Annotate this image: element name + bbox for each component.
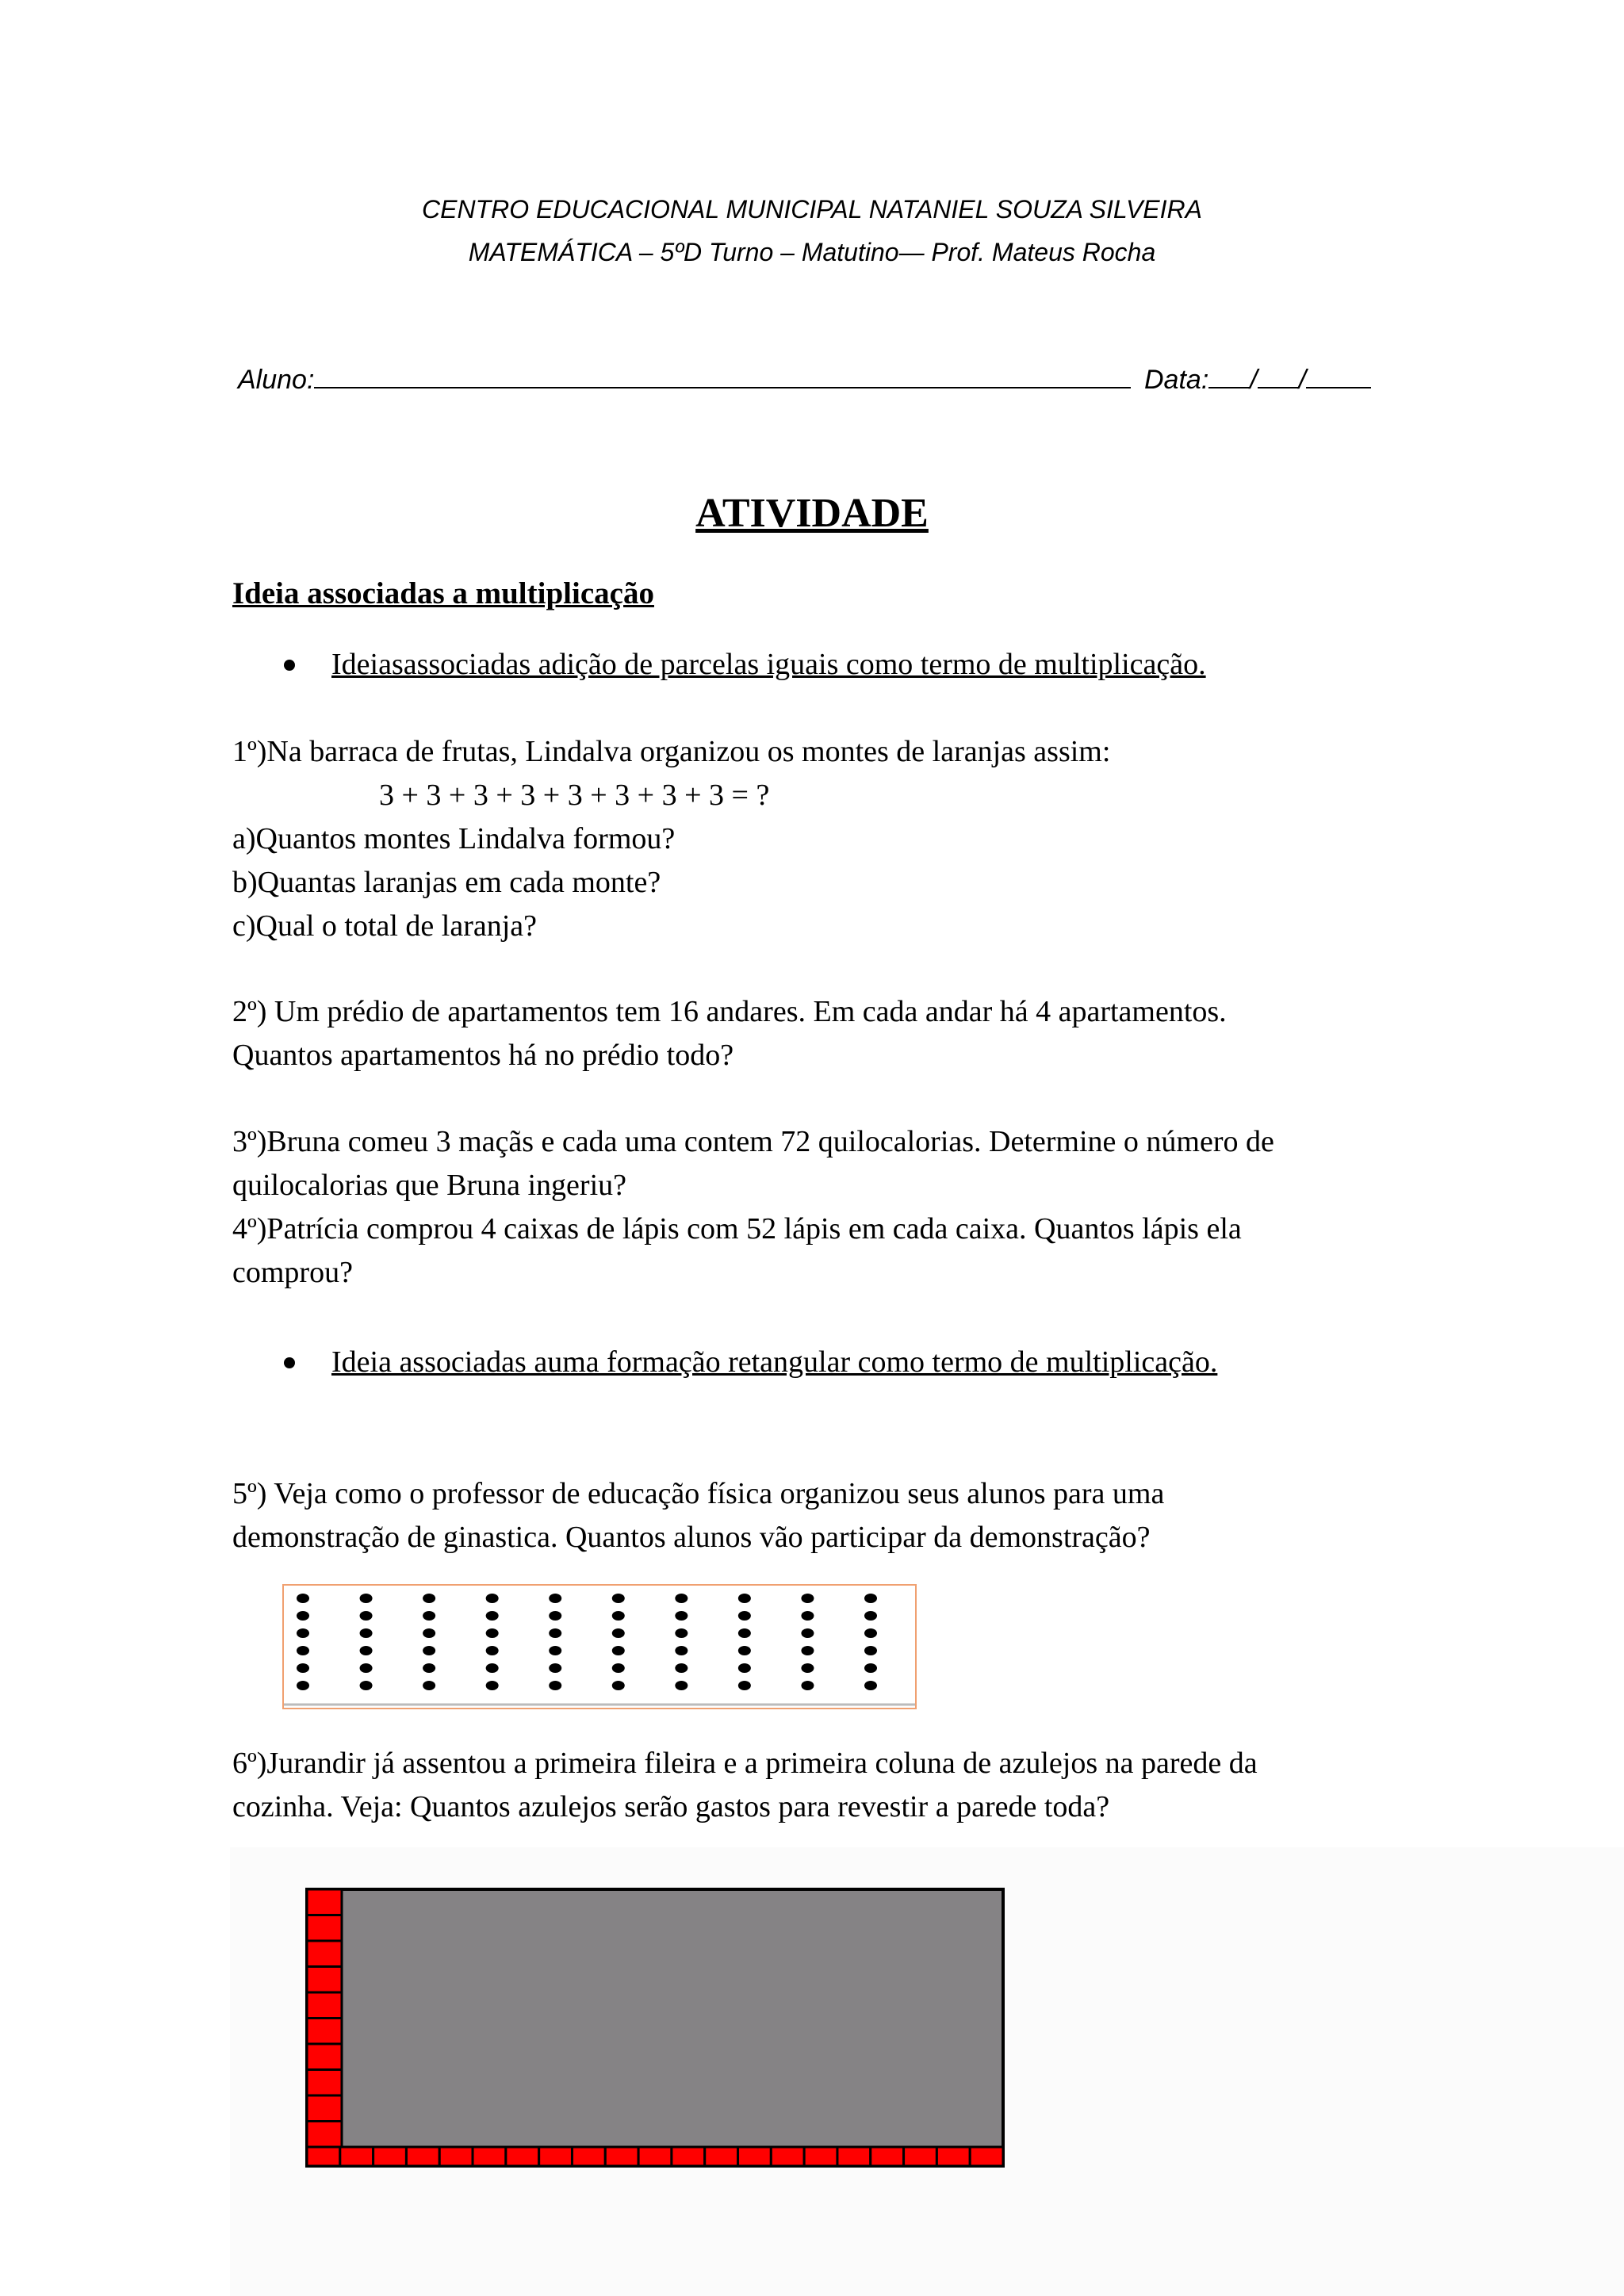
question-1-expression: 3 + 3 + 3 + 3 + 3 + 3 + 3 + 3 = ? <box>379 779 770 812</box>
school-name: CENTRO EDUCACIONAL MUNICIPAL NATANIEL SOUZA SILVEIRA <box>422 195 1202 224</box>
student-dot <box>864 1628 877 1638</box>
question-6-cont: cozinha. Veja: Quantos azulejos serão gastos para revestir a parede toda? <box>232 1790 1110 1823</box>
student-dot <box>801 1594 814 1603</box>
student-dot <box>612 1681 625 1690</box>
student-dot <box>864 1594 877 1603</box>
wall-tiles-drawing <box>305 1888 1005 2168</box>
student-dot <box>423 1611 435 1621</box>
students-dot-grid <box>284 1586 915 1708</box>
student-dot <box>549 1663 561 1673</box>
question-5: 5º) Veja como o professor de educação física organizou seus alunos para uma <box>232 1477 1165 1510</box>
section-subtitle: Ideia associadas a multiplicação <box>232 576 654 610</box>
student-dot <box>675 1628 688 1638</box>
tile <box>473 2147 506 2166</box>
tile <box>572 2147 605 2166</box>
tile <box>406 2147 439 2166</box>
question-2: 2º) Um prédio de apartamentos tem 16 andares. Em cada andar há 4 apartamentos. <box>232 995 1227 1028</box>
tile <box>307 1889 342 1915</box>
student-dot <box>864 1611 877 1621</box>
tile <box>307 1967 342 1993</box>
student-dot <box>675 1646 688 1655</box>
student-dot <box>612 1646 625 1655</box>
tile <box>506 2147 539 2166</box>
tile <box>970 2147 1003 2166</box>
student-dot <box>675 1663 688 1673</box>
bullet-dot-icon <box>284 1357 295 1368</box>
tile <box>738 2147 772 2166</box>
student-dot <box>297 1611 309 1621</box>
student-dot <box>297 1663 309 1673</box>
student-dot <box>486 1594 499 1603</box>
question-2-cont: Quantos apartamentos há no prédio todo? <box>232 1039 734 1072</box>
student-dot <box>486 1628 499 1638</box>
date-label: Data: <box>1144 365 1209 395</box>
student-dot <box>612 1628 625 1638</box>
question-4-cont: comprou? <box>232 1256 353 1289</box>
bullet-item: Ideia associadas auma formação retangular como termo de multiplicação. <box>331 1345 1218 1379</box>
date-year-field[interactable] <box>1306 363 1371 388</box>
student-dot <box>360 1681 373 1690</box>
tile <box>871 2147 904 2166</box>
student-dot <box>360 1628 373 1638</box>
tile <box>307 1992 342 2019</box>
student-dot <box>738 1663 751 1673</box>
tile <box>307 2019 342 2045</box>
student-dot <box>297 1646 309 1655</box>
student-dot <box>360 1594 373 1603</box>
student-dot <box>423 1663 435 1673</box>
student-name-label: Aluno: <box>238 365 315 395</box>
date-row <box>1144 363 1371 396</box>
student-dot <box>549 1594 561 1603</box>
tile <box>539 2147 573 2166</box>
wall-area <box>307 1889 1003 2166</box>
student-dot <box>297 1681 309 1690</box>
student-dot <box>675 1611 688 1621</box>
student-dot <box>738 1646 751 1655</box>
class-info: MATEMÁTICA – 5ºD Turno – Matutino— Prof. Mateus Rocha <box>468 238 1156 266</box>
tile <box>439 2147 473 2166</box>
student-dot <box>486 1681 499 1690</box>
tile <box>904 2147 937 2166</box>
question-5-cont: demonstração de ginastica. Quantos alunos vão participar da demonstração? <box>232 1521 1151 1554</box>
tile <box>605 2147 638 2166</box>
student-dot <box>738 1628 751 1638</box>
student-dot <box>360 1646 373 1655</box>
student-dot <box>486 1646 499 1655</box>
student-dot <box>360 1663 373 1673</box>
tile <box>804 2147 837 2166</box>
tile <box>307 2122 342 2148</box>
tile <box>307 2044 342 2070</box>
student-dot <box>549 1628 561 1638</box>
student-dot <box>549 1611 561 1621</box>
tile <box>837 2147 871 2166</box>
student-dot <box>486 1611 499 1621</box>
tile <box>705 2147 738 2166</box>
tile <box>638 2147 672 2166</box>
tile <box>373 2147 407 2166</box>
students-formation-image <box>282 1584 917 1709</box>
student-dot <box>801 1681 814 1690</box>
tile <box>771 2147 804 2166</box>
student-dot <box>864 1681 877 1690</box>
student-dot <box>864 1646 877 1655</box>
tile <box>307 1915 342 1942</box>
student-dot <box>423 1681 435 1690</box>
tile <box>340 2147 373 2166</box>
student-dot <box>423 1594 435 1603</box>
tile <box>307 2147 340 2166</box>
student-dot <box>738 1681 751 1690</box>
tile <box>672 2147 705 2166</box>
student-dot <box>612 1594 625 1603</box>
question-3-cont: quilocalorias que Bruna ingeriu? <box>232 1169 627 1202</box>
page-title: ATIVIDADE <box>695 491 929 536</box>
question-3: 3º)Bruna comeu 3 maçãs e cada uma contem 72 quilocalorias. Determine o número de <box>232 1125 1274 1158</box>
student-dot <box>801 1646 814 1655</box>
wall-tiles-image <box>305 1888 1005 2168</box>
student-name-row <box>238 363 1131 396</box>
student-dot <box>864 1663 877 1673</box>
student-dot <box>423 1646 435 1655</box>
student-dot <box>738 1594 751 1603</box>
student-dot <box>801 1663 814 1673</box>
student-dot <box>297 1628 309 1638</box>
question-1b: b)Quantas laranjas em cada monte? <box>232 866 661 899</box>
student-dot <box>675 1681 688 1690</box>
tile <box>307 1941 342 1967</box>
date-separator: / <box>1250 365 1258 395</box>
tile <box>936 2147 970 2166</box>
student-dot <box>675 1594 688 1603</box>
student-name-field[interactable] <box>314 363 1131 388</box>
question-1a: a)Quantos montes Lindalva formou? <box>232 822 676 855</box>
student-dot <box>423 1628 435 1638</box>
question-6: 6º)Jurandir já assentou a primeira fileira e a primeira coluna de azulejos na parede da <box>232 1747 1258 1780</box>
question-4: 4º)Patrícia comprou 4 caixas de lápis com 52 lápis em cada caixa. Quantos lápis ela <box>232 1212 1242 1246</box>
bullet-item: Ideiasassociadas adição de parcelas iguais como termo de multiplicação. <box>331 648 1206 681</box>
bullet-dot-icon <box>284 660 295 671</box>
student-dot <box>738 1611 751 1621</box>
question-1c: c)Qual o total de laranja? <box>232 909 538 943</box>
student-dot <box>486 1663 499 1673</box>
student-dot <box>612 1611 625 1621</box>
student-dot <box>549 1646 561 1655</box>
student-dot <box>801 1628 814 1638</box>
student-dot <box>612 1663 625 1673</box>
date-day-field[interactable] <box>1208 363 1250 388</box>
student-dot <box>801 1611 814 1621</box>
tile <box>307 2070 342 2096</box>
tile <box>307 2095 342 2122</box>
date-month-field[interactable] <box>1258 363 1299 388</box>
student-dot <box>360 1611 373 1621</box>
question-1: 1º)Na barraca de frutas, Lindalva organizou os montes de laranjas assim: <box>232 735 1111 768</box>
student-dot <box>549 1681 561 1690</box>
student-dot <box>297 1594 309 1603</box>
date-separator: / <box>1298 365 1307 395</box>
